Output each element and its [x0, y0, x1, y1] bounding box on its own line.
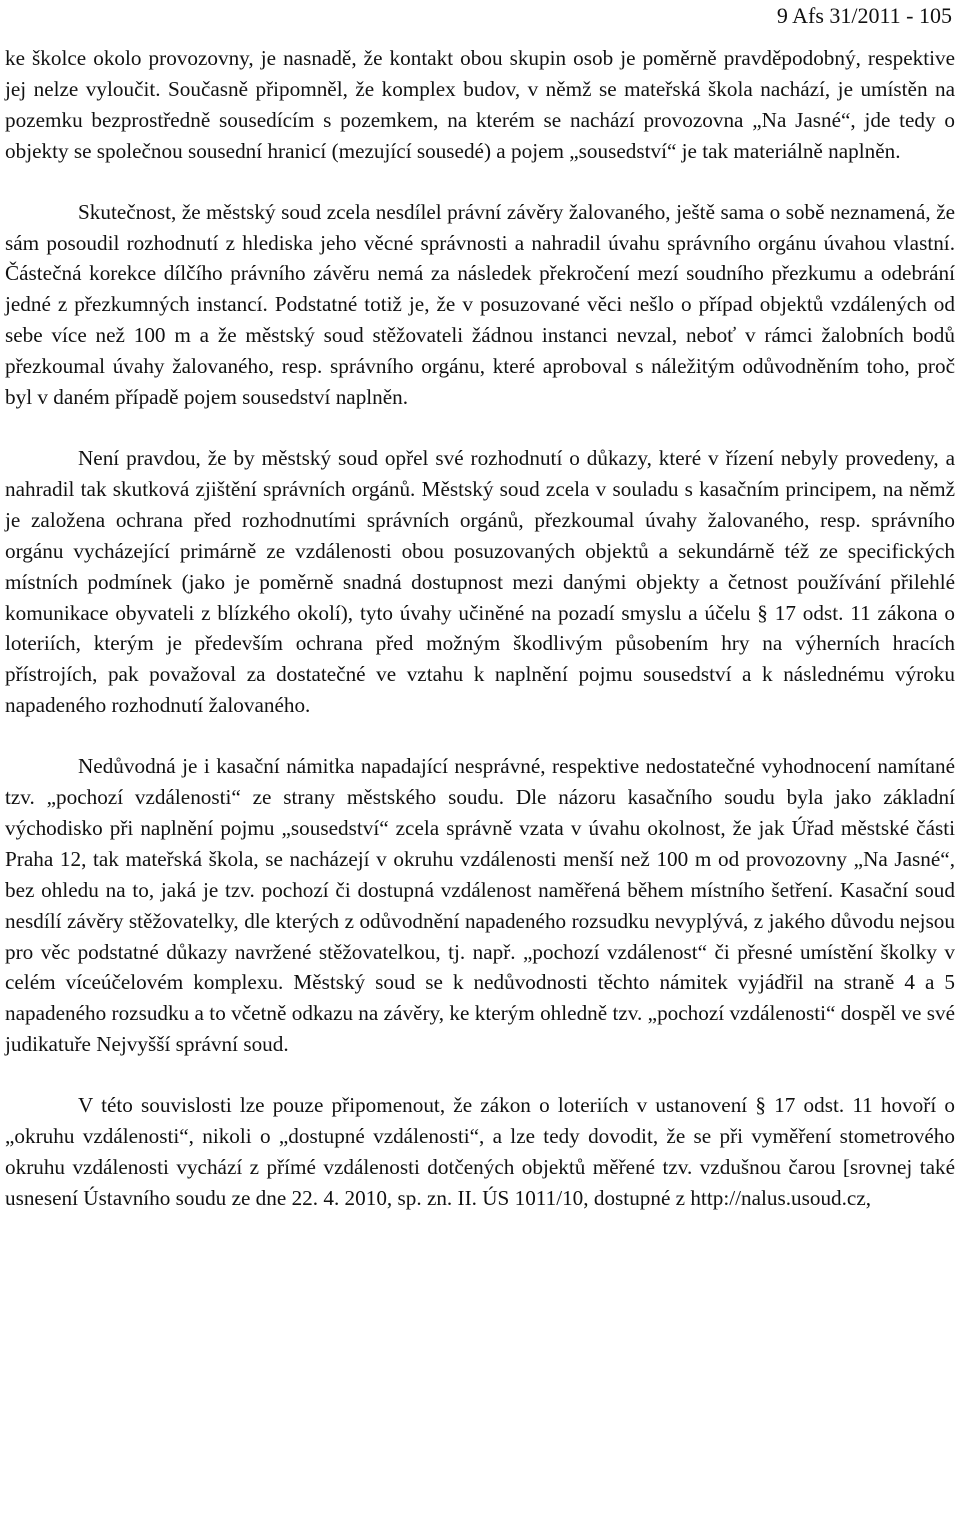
paragraph-radius-distance: V této souvislosti lze pouze připomenout, že zákon o loteriích v ustanovení § 17 odst. 11 hovoří o „okruhu vzdálenosti“, nikoli o „dostupné vzdálenosti“, a lze tedy dovodit, že se při vyměření stometrového okruhu vzdálenosti vychází z přímé vzdálenosti dotčených objektů měřené tzv. vzdušnou čarou [srovnej také usnesení Ústavního soudu ze dne 22. 4. 2010, sp. zn. II. ÚS 1011/10, dostupné z http://nalus.usoud.cz,: [5, 1093, 955, 1210]
case-reference: 9 Afs 31/2011 - 105: [776, 3, 952, 28]
paragraph-walking-distance: Nedůvodná je i kasační námitka napadající nesprávné, respektive nedostatečné vyhodnocení namítané tzv. „pochozí vzdálenosti“ ze strany městského soudu. Dle názoru kasačního soudu byla jako základní východisko při naplnění pojmu „sousedství“ zcela správně vzata v úvahu okolnost, že jak Úřad městské části Praha 12, tak mateřská škola, se nacházejí v okruhu vzdálenosti menší než 100 m od provozovny „Na Jasné“, bez ohledu na to, jaká je tzv. pochozí či dostupná vzdálenost naměřená během místního šetření. Kasační soud nesdílí závěry stěžovatelky, dle kterých z odůvodnění napadeného rozsudku nevyplývá, z jakého důvodu nejsou pro věc podstatné důkazy navržené stěžovatelkou, tj. např. „pochozí vzdálenost“ či přesné umístění školky v celém víceúčelovém komplexu. Městský soud se k nedůvodnosti těchto námitek vyjádřil na straně 4 a 5 napadeného rozsudku a to včetně odkazu na závěry, ke kterým ohledně tzv. „pochozí vzdálenosti“ dospěl ve své judikatuře Nejvyšší správní soud.: [5, 754, 955, 1057]
paragraph-evidence: Není pravdou, že by městský soud opřel své rozhodnutí o důkazy, které v řízení nebyly provedeny, a nahradil tak skutková zjištění správních orgánů. Městský soud zcela v souladu s kasačním principem, na němž je založena ochrana před rozhodnutími správních orgánů, přezkoumal úvahy žalovaného, resp. správního orgánu vycházející primárně ze vzdálenosti obou posuzovaných objektů a sekundárně též ze specifických místních podmínek (jako je poměrně snadná dostupnost mezi danými objekty a četnost používání přilehlé komunikace obyvateli z blízkého okolí), tyto úvahy učiněné na pozadí smyslu a účelu § 17 odst. 11 zákona o loteriích, kterým je především ochrana před možným škodlivým působením hry na výherních hracích přístrojích, pak považoval za dostatečné ve vztahu k naplnění pojmu sousedství a k následnému výroku napadeného rozhodnutí žalovaného.: [5, 445, 955, 718]
paragraph-partial-correction: Skutečnost, že městský soud zcela nesdílel právní závěry žalovaného, ještě sama o sobě neznamená, že sám posoudil rozhodnutí z hlediska jeho věcné správnosti a nahradil úvahu správního orgánu úvahou vlastní. Částečná korekce dílčího právního závěru nemá za následek překročení mezí soudního přezkumu a odebrání jedné z přezkumných instancí. Podstatné totiž je, že v posuzované věci nešlo o případ objektů vzdálených od sebe více než 100 m a že městský soud stěžovateli žádnou instanci nevzal, neboť v rámci žalobních bodů přezkoumal úvahy žalovaného, resp. správního orgánu, které aproboval s náležitým odůvodněním toho, proč byl v daném případě pojem sousedství naplněn.: [5, 199, 955, 410]
paragraph-continuation: ke školce okolo provozovny, je nasnadě, že kontakt obou skupin osob je poměrně pravděpodobný, respektive jej nelze vyloučit. Současně připomněl, že komplex budov, v němž se mateřská škola nachází, je umístěn na pozemku bezprostředně sousedícím s pozemkem, na kterém se nachází provozovna „Na Jasné“, jde tedy o objekty se společnou sousední hranicí (mezující sousedé) a pojem „sousedství“ je tak materiálně naplněn.: [5, 46, 955, 163]
document-body: [5, 43, 955, 1214]
